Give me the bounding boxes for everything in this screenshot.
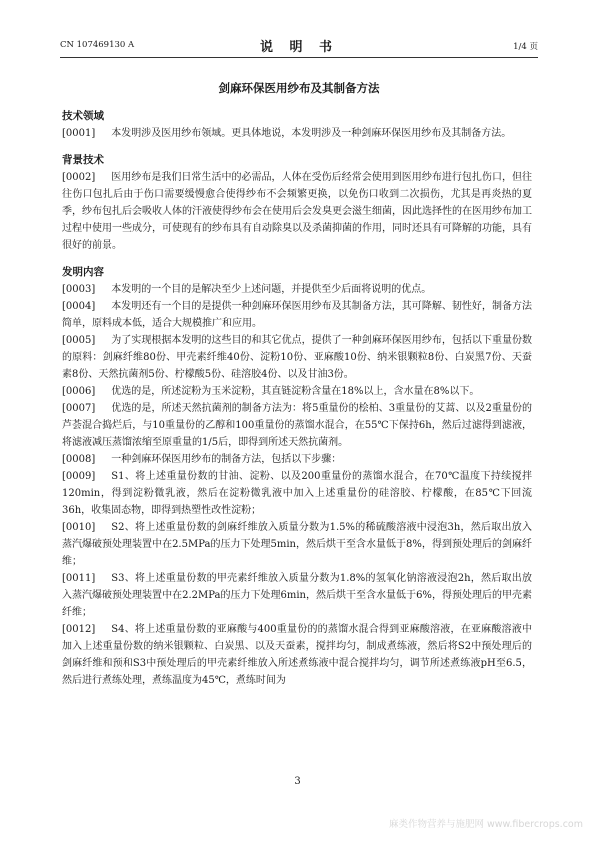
paragraph-text: 一种剑麻环保医用纱布的制备方法，包括以下步骤： [111,454,342,465]
paragraph [62,125,532,142]
paragraph [62,451,532,468]
paragraph-id: [0003] [62,284,96,295]
paragraph-id: [0006] [62,386,96,397]
paragraph-text: 为了实现根据本发明的这些目的和其它优点，提供了一种剑麻环保医用纱布，包括以下重量份数的原料：剑麻纤维80份、甲壳素纤维40份、淀粉10份、亚麻酸10份、纳米银颗粒8份、白炭黑7份、天蚕素8份、天然抗菌剂5份、柠檬酸5份、硅溶胶4份、以及甘油3份。 [62,335,532,380]
header-divider [60,57,538,58]
paragraph [62,332,532,383]
paragraph-text: 本发明的一个目的是解决至少上述问题，并提供至少后面将说明的优点。 [111,284,432,295]
paragraph-text: S3、将上述重量份数的甲壳素纤维放入质量分数为1.8%的氢氧化钠溶液浸泡2h，然后取出放入蒸汽爆破预处理装置中在2.2MPa的压力下处理6min，然后烘干至含水量低于6%，得预处理后的甲壳素纤维； [62,573,532,618]
paragraph [62,468,532,519]
paragraph [62,400,532,451]
paragraph-id: [0005] [62,335,96,346]
paragraph-id: [0012] [62,624,96,635]
page-number: 3 [294,776,301,787]
paragraph [62,570,532,621]
page-count: 1/4 页 [513,42,538,52]
paragraph [62,383,532,400]
paragraph-text: 本发明涉及医用纱布领域。更具体地说，本发明涉及一种剑麻环保医用纱布及其制备方法。 [111,128,512,139]
paragraph-text: S2、将上述重量份数的剑麻纤维放入质量分数为1.5%的稀硫酸溶液中浸泡3h，然后取出放入蒸汽爆破预处理装置中在2.5MPa的压力下处理5min，然后烘干至含水量低于8%，得到预处理后的剑麻纤维； [62,522,532,567]
paragraph-text: S4、将上述重量份数的亚麻酸与400重量份的的蒸馏水混合得到亚麻酸溶液，在亚麻酸溶液中加入上述重量份数的纳米银颗粒、白炭黑、以及天蚕素，搅拌均匀，制成煮练液，然后将S2中预处理后的剑麻纤维和预和S3中预处理后的甲壳素纤维放入所述煮练液中混合搅拌均匀，调节所述煮练液pH至6.5，然后进行煮练处理，煮练温度为45℃，煮练时间为 [62,624,532,686]
paragraph [62,519,532,570]
paragraph [62,281,532,298]
paragraph [62,169,532,254]
paragraph-id: [0002] [62,172,96,183]
paragraph-id: [0008] [62,454,96,465]
paragraph-id: [0009] [62,471,96,482]
paragraph-text: 优选的是，所述天然抗菌剂的制备方法为：将5重量份的桧柏、3重量份的艾蒿、以及2重量份的芦荟混合捣烂后，与10重量份的乙醇和100重量份的蒸馏水混合，在55℃下保持6h，然后过滤得到滤液，将滤液减压蒸馏浓缩至原重量的1/5后，即得到所述天然抗菌剂。 [62,403,532,448]
paragraph-text: 优选的是，所述淀粉为玉米淀粉，其直链淀粉含量在18%以上，含水量在8%以下。 [111,386,480,397]
document-type: 说 明 书 [259,40,339,55]
paragraph-id: [0010] [62,522,96,533]
paragraph [62,621,532,689]
patent-number: CN 107469130 A [60,40,135,50]
page-header [60,36,538,54]
paragraph-id: [0011] [62,573,96,584]
paragraph-text: 本发明还有一个目的是提供一种剑麻环保医用纱布及其制备方法，其可降解、韧性好，制备方法简单，原料成本低，适合大规模推广和应用。 [62,301,532,329]
paragraph-id: [0004] [62,301,96,312]
document-title: 剑麻环保医用纱布及其制备方法 [218,81,380,95]
document-body [62,108,532,689]
section-heading: 技术领域 [62,110,104,122]
watermark: 麻类作物营养与施肥网 www.fibercrops.com [388,819,583,830]
paragraph-text: S1、将上述重量份数的甘油、淀粉、以及200重量份的蒸馏水混合，在70℃温度下持续搅拌120min，得到淀粉微乳液，然后在淀粉微乳液中加入上述重量份的硅溶胶、柠檬酸，在85℃下回流36h，收集固态物，即得到热塑性改性淀粉； [62,471,532,516]
section-heading: 发明内容 [62,266,104,278]
section-heading: 背景技术 [62,154,104,166]
paragraph-id: [0007] [62,403,96,414]
paragraph-text: 医用纱布是我们日常生活中的必需品，人体在受伤后经常会使用到医用纱布进行包扎伤口，但往往伤口包扎后由于伤口需要缓慢愈合使得纱布不会频繁更换，以免伤口收到二次损伤，尤其是再炎热的夏季，纱布包扎后会吸收人体的汗液使得纱布会在使用后会发臭更会滋生细菌，因此选择性的在医用纱布加工过程中使用一些成分，可使现有的纱布具有自动除臭以及杀菌抑菌的作用，同时还具有可降解的功能，具有很好的前景。 [62,172,532,251]
paragraph-id: [0001] [62,128,96,139]
paragraph [62,298,532,332]
